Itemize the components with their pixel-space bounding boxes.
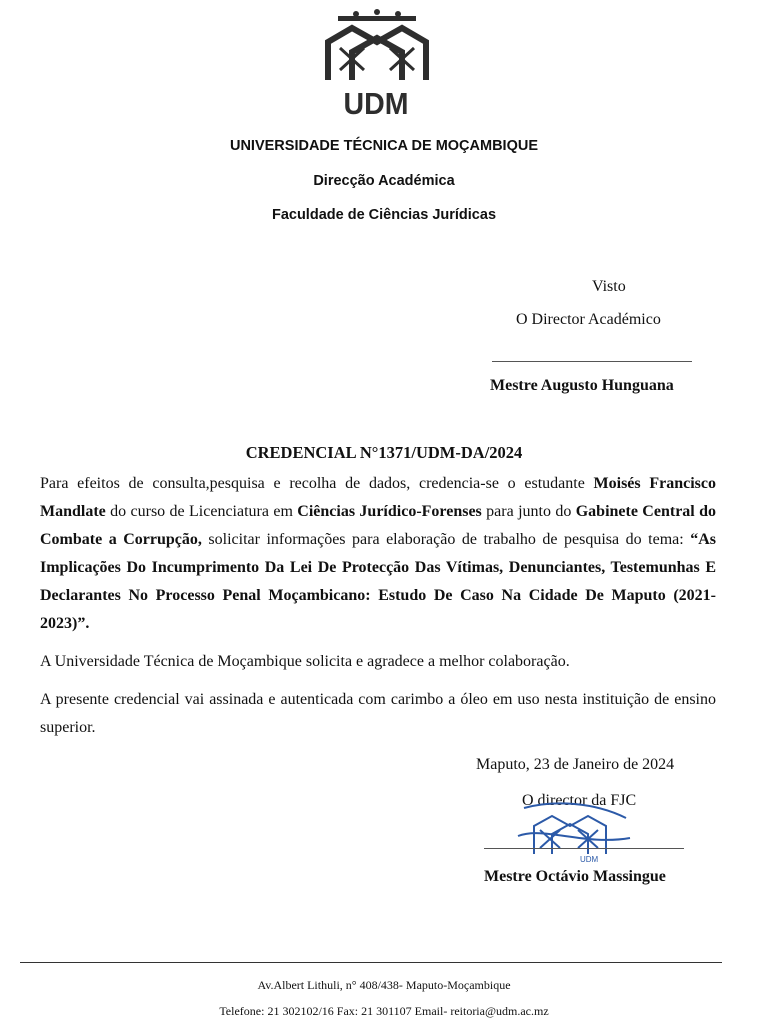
credential-paragraph-thanks: A Universidade Técnica de Moçambique solicita e agradece a melhor colaboração.	[40, 653, 570, 670]
footer-divider	[20, 962, 722, 963]
footer-address: Av.Albert Lithuli, n° 408/438- Maputo-Moçambique	[257, 978, 511, 992]
stamp-signature	[514, 796, 634, 866]
credential-paragraph-main	[40, 470, 716, 638]
stamp-icon	[514, 796, 634, 866]
credential-paragraph-authentication: A presente credencial vai assinada e autenticada com carimbo a óleo em uso nesta instituição de ensino superior.	[40, 691, 716, 736]
logo-text: UDM	[343, 86, 409, 121]
footer-contacts: Telefone: 21 302102/16 Fax: 21 301107 Email- reitoria@udm.ac.mz	[219, 1004, 549, 1018]
udm-emblem-icon	[322, 8, 432, 88]
approval-signature-line	[492, 361, 692, 362]
director-signature-line	[484, 848, 684, 849]
university-name: UNIVERSIDADE TÉCNICA DE MOÇAMBIQUE	[229, 138, 538, 154]
place-date: Maputo, 23 de Janeiro de 2024	[476, 756, 675, 773]
paragraph-text: do curso de Licenciatura em	[105, 503, 298, 520]
faculty-name: Faculdade de Ciências Jurídicas	[271, 207, 497, 223]
signature-role: O director da FJC	[522, 792, 637, 809]
approval-name: Mestre Augusto Hunguana	[490, 377, 674, 394]
approval-role: O Director Académico	[516, 311, 661, 328]
target-institution: Gabinete Central do Combate a Corrupção,	[40, 503, 717, 548]
visto-label: Visto	[592, 278, 626, 295]
course-name: Ciências Jurídico-Forenses	[297, 503, 482, 520]
paragraph-text: solicitar informações para elaboração de trabalho de pesquisa do tema:	[201, 531, 691, 548]
credential-title: CREDENCIAL N°1371/UDM-DA/2024	[245, 443, 523, 462]
student-name: Moisés Francisco Mandlate	[40, 475, 717, 520]
research-topic: “As Implicações Do Incumprimento Da Lei De Protecção Das Vítimas, Denunciantes, Testemunhas E Declarantes No Processo Penal Moçambicano: Estudo De Caso Na Cidade De Maputo (2021-2023)”.	[40, 531, 716, 632]
directorate-name: Direcção Académica	[313, 173, 455, 189]
paragraph-text: para junto do	[481, 503, 576, 520]
director-name: Mestre Octávio Massingue	[484, 868, 666, 885]
stamp-label: UDM	[580, 855, 599, 864]
paragraph-text: Para efeitos de consulta,pesquisa e recolha de dados, credencia-se o estudante	[40, 475, 594, 492]
